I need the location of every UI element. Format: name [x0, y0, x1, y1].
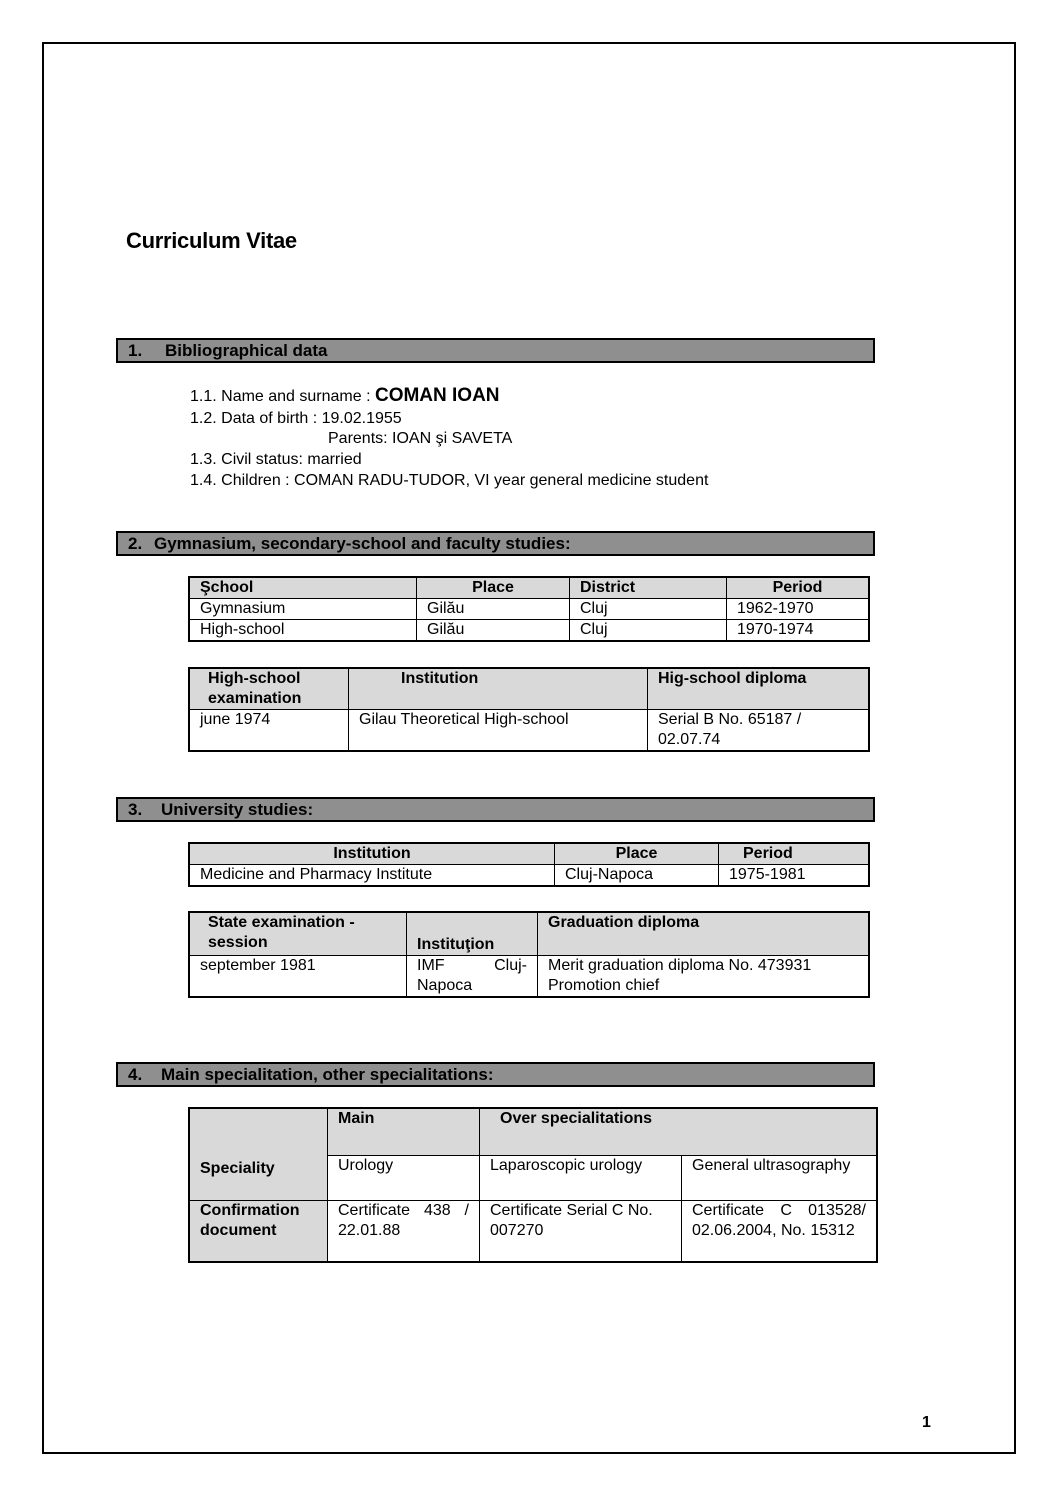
table-row: [189, 710, 869, 752]
header-exam: High-school examination: [189, 668, 349, 710]
cell-diploma: [538, 956, 870, 998]
section-number: 1.: [128, 341, 143, 360]
section-label: University studies:: [161, 800, 314, 819]
section-label: Gymnasium, secondary-school and faculty studies:: [154, 534, 571, 553]
cell-district: Cluj: [570, 599, 727, 620]
children-line: 1.4. Children : COMAN RADU-TUDOR, VI year general medicine student: [190, 472, 709, 489]
cell-institution: Gilau Theoretical High-school: [349, 710, 648, 752]
section-number: 3.: [128, 800, 143, 819]
header-period: Period: [719, 843, 870, 865]
table-row: [189, 599, 869, 620]
header-period: Period: [727, 577, 870, 599]
name-value: COMAN IOAN: [374, 385, 500, 406]
header-over: Over specialitations: [480, 1108, 878, 1156]
diploma-line: Merit graduation diploma No. 473931: [548, 957, 812, 974]
name-line: [190, 385, 500, 407]
cell-main-speciality: Urology: [328, 1156, 480, 1201]
table-row: [189, 1201, 877, 1263]
cell-over-document-1: Certificate Serial C No. 007270: [480, 1201, 682, 1263]
speciality-table: [188, 1107, 878, 1263]
university-table: [188, 842, 870, 887]
section-label: Main specialitation, other specialitations:: [161, 1065, 494, 1084]
table-header-row: [189, 843, 869, 865]
header-state-exam: [189, 912, 407, 956]
table-row: [189, 956, 869, 998]
cell-over-speciality-2: General ultrasography: [682, 1156, 878, 1201]
header-state-exam-text: State examination - session: [208, 914, 355, 951]
cell-session: september 1981: [189, 956, 407, 998]
civil-status-line: 1.3. Civil status: married: [190, 451, 362, 468]
header-diploma: Hig-school diploma: [648, 668, 870, 710]
parents-line: Parents: IOAN şi SAVETA: [328, 430, 513, 447]
table-row: [189, 620, 869, 642]
cell-place: Gilău: [417, 620, 570, 642]
highschool-exam-table: [188, 667, 870, 752]
name-label: 1.1. Name and surname :: [190, 388, 375, 405]
cell-district: Cluj: [570, 620, 727, 642]
header-graduation-diploma: Graduation diploma: [538, 912, 870, 956]
section-header-bibliographical: [116, 338, 875, 363]
table-header-row: [189, 577, 869, 599]
cell-over-speciality-1: Laparoscopic urology: [480, 1156, 682, 1201]
table-header-row: [189, 668, 869, 710]
cell-over-document-2: Certificate C 013528/ 02.06.2004, No. 15312: [682, 1201, 878, 1263]
header-school: Şchool: [189, 577, 417, 599]
section-header-schools: [116, 531, 875, 556]
cell-diploma: Serial B No. 65187 / 02.07.74: [648, 710, 870, 752]
section-label: Bibliographical data: [165, 341, 328, 360]
cell-period: 1970-1974: [727, 620, 870, 642]
speciality-label: Speciality: [189, 1108, 328, 1201]
header-main: Main: [328, 1108, 480, 1156]
promotion-line: Promotion chief: [548, 977, 660, 994]
schools-table: [188, 576, 870, 642]
cell-institution: Medicine and Pharmacy Institute: [189, 865, 555, 887]
header-place: Place: [555, 843, 719, 865]
header-district: District: [570, 577, 727, 599]
cell-place: Cluj-Napoca: [555, 865, 719, 887]
document-title: Curriculum Vitae: [126, 228, 297, 253]
section-number: 4.: [128, 1065, 143, 1084]
birth-line: 1.2. Data of birth : 19.02.1955: [190, 410, 402, 427]
table-header-row: [189, 912, 869, 956]
cell-period: 1962-1970: [727, 599, 870, 620]
table-row: [189, 865, 869, 887]
cell-main-document: Certificate 438 / 22.01.88: [328, 1201, 480, 1263]
section-number: 2.: [128, 534, 143, 553]
page-number: 1: [922, 1414, 931, 1431]
header-institution: Institution: [189, 843, 555, 865]
cell-institution: IMF Cluj-Napoca: [407, 956, 538, 998]
cell-place: Gilău: [417, 599, 570, 620]
confirmation-label: Confirmation document: [189, 1201, 328, 1263]
cell-period: 1975-1981: [719, 865, 870, 887]
header-institution: Instituţion: [407, 912, 538, 956]
table-header-row: [189, 1108, 877, 1156]
cell-school: High-school: [189, 620, 417, 642]
cell-school: Gymnasium: [189, 599, 417, 620]
header-place: Place: [417, 577, 570, 599]
cell-exam-date: june 1974: [189, 710, 349, 752]
section-header-specialitation: [116, 1062, 875, 1087]
section-header-university: [116, 797, 875, 822]
header-institution: Institution: [349, 668, 648, 710]
state-exam-table: [188, 911, 870, 998]
